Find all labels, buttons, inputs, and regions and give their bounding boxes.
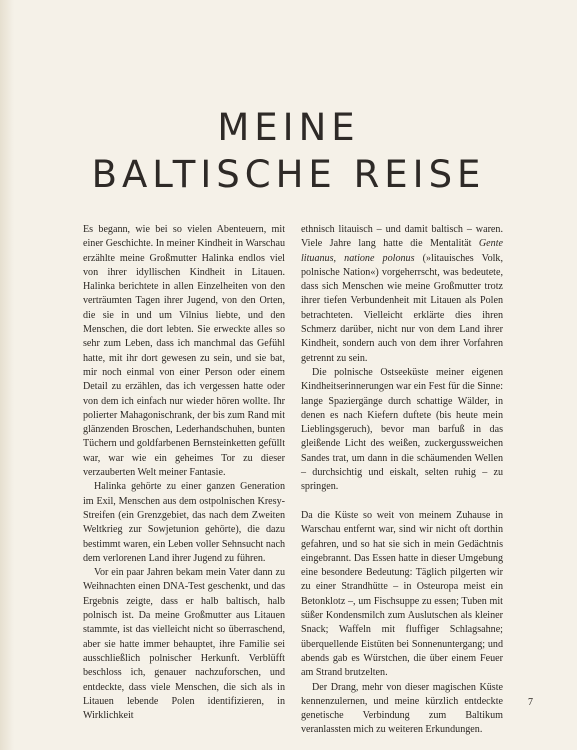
paragraph xyxy=(301,223,503,366)
paragraph: Es begann, wie bei so vielen Abenteuern, mit einer Geschichte. In meiner Kindheit in Warschau erzählte meine Großmutter Halinka endlos viel von ihrer idyllischen Kindheit in Litauen. Halinka berichtete in allen Einzelheiten von den verträumten Tagen ihrer Jugend, von den Orten, die sie in und um Vilnius liebte, und den Menschen, die dort lebten. Sie erweckte alles so sehr zum Leben, dass ich manchmal das Gefühl hatte, mit ihr dort gewesen zu sein, und sie bat, mir noch einmal von einer Person oder einem Detail zu erzählen, das ich vergessen hatte oder von dem ich einfach nur wieder hören wollte. Ihr polierter Mahagonischrank, der bis zum Rand mit glänzenden Broschen, Lederhandschuhen, bunten Tüchern und goldfarbenen Bernsteinketten gefüllt war, war wie ein geheimes Tor zu dieser verzauberten Welt meiner Fantasie. xyxy=(83,224,285,479)
text-span: , xyxy=(333,252,345,264)
right-column xyxy=(301,223,503,736)
italic-term: natione polonus xyxy=(344,252,415,264)
text-span: (»litauisches Volk, polnische Nation«) vorgeherrscht, was bedeutete, dass sich Menschen wie meine Großmutter trotz ihrer tiefen Verbundenheit mit Litauen als Polen betrachteten. Vielleicht erklärte dies ihren Schmerz darüber, nicht nur von dem Land ihrer Kindheit, sondern auch von dem ihrer Vorfahren getrennt zu sein. xyxy=(301,252,503,364)
page-title xyxy=(0,104,577,198)
page-number: 7 xyxy=(528,697,533,708)
paragraph: Da die Küste so weit von meinem Zuhause in Warschau entfernt war, sind wir nicht oft dorthin gefahren, und so hat sie sich in mein Gedächtnis eingebrannt. Das Essen hatte in dieser Umgebung eine besondere Bedeutung: Täglich pilgerten wir zu einer Strandhütte – in Osteuropa meist ein Betonklotz –, um Fischsuppe zu essen; Tuben mit süßer Kondensmilch zum Auslutschen als kleiner Snack; Waffeln mit fluffiger Schlagsahne; überquellende Eistüten bei Sonnenuntergang; und abends gab es Würstchen, die über einem Feuer am Strand brutzelten. xyxy=(301,509,503,679)
body-text xyxy=(83,223,503,736)
italic-term: Gente lituanus xyxy=(301,238,503,264)
title-line-2: BALTISCHE REISE xyxy=(91,153,486,196)
paragraph: Halinka gehörte zu einer ganzen Generation im Exil, Menschen aus dem ostpolnischen Kresy-Streifen (ein Grenzgebiet, das nach dem Zweiten Weltkrieg zur Sowjetunion gehörte), die dazu bestimmt waren, ein Leben voller Sehnsucht nach dem verlorenen Land ihrer Jugend zu führen. xyxy=(83,481,285,564)
text-span: ethnisch litauisch – und damit baltisch – waren. Viele Jahre lang hatte die Mentalität xyxy=(301,224,503,250)
left-column xyxy=(83,223,285,722)
paragraph: Die polnische Ostseeküste meiner eigenen Kindheitserinnerungen war ein Fest für die Sinne: lange Spaziergänge durch schattige Wälder, in denen es nach Kiefern duftete (bis heute mein Lieblingsgeruch), bevor man barfuß in das gleißende Licht des weißen, zuckergussweichen Sandes trat, um dann in die schäumenden Wellen – durchsichtig und eiskalt, selten ruhig – zu springen. xyxy=(301,366,503,493)
paragraph: Vor ein paar Jahren bekam mein Vater dann zu Weihnachten einen DNA-Test geschenkt, und das Ergebnis zeigte, dass er halb baltisch, halb polnisch ist. Da meine Großmutter aus Litauen stammte, ist das vielleicht nicht so überraschend, aber sie hatte immer behauptet, ihre Familie sei ausschließlich polnischer Herkunft. Verblüfft beschloss ich, genauer nachzuforschen, und entdeckte, dass viele Menschen, die sich als in Litauen lebende Polen identifizieren, in Wirklichkeit xyxy=(83,567,285,722)
title-line-1: MEINE xyxy=(217,106,360,149)
paragraph: Der Drang, mehr von dieser magischen Küste kennenzulernen, und meine kürzlich entdeckte genetische Verbindung zum Baltikum veranlassten mich zu weiteren Erkundungen. xyxy=(301,681,503,736)
